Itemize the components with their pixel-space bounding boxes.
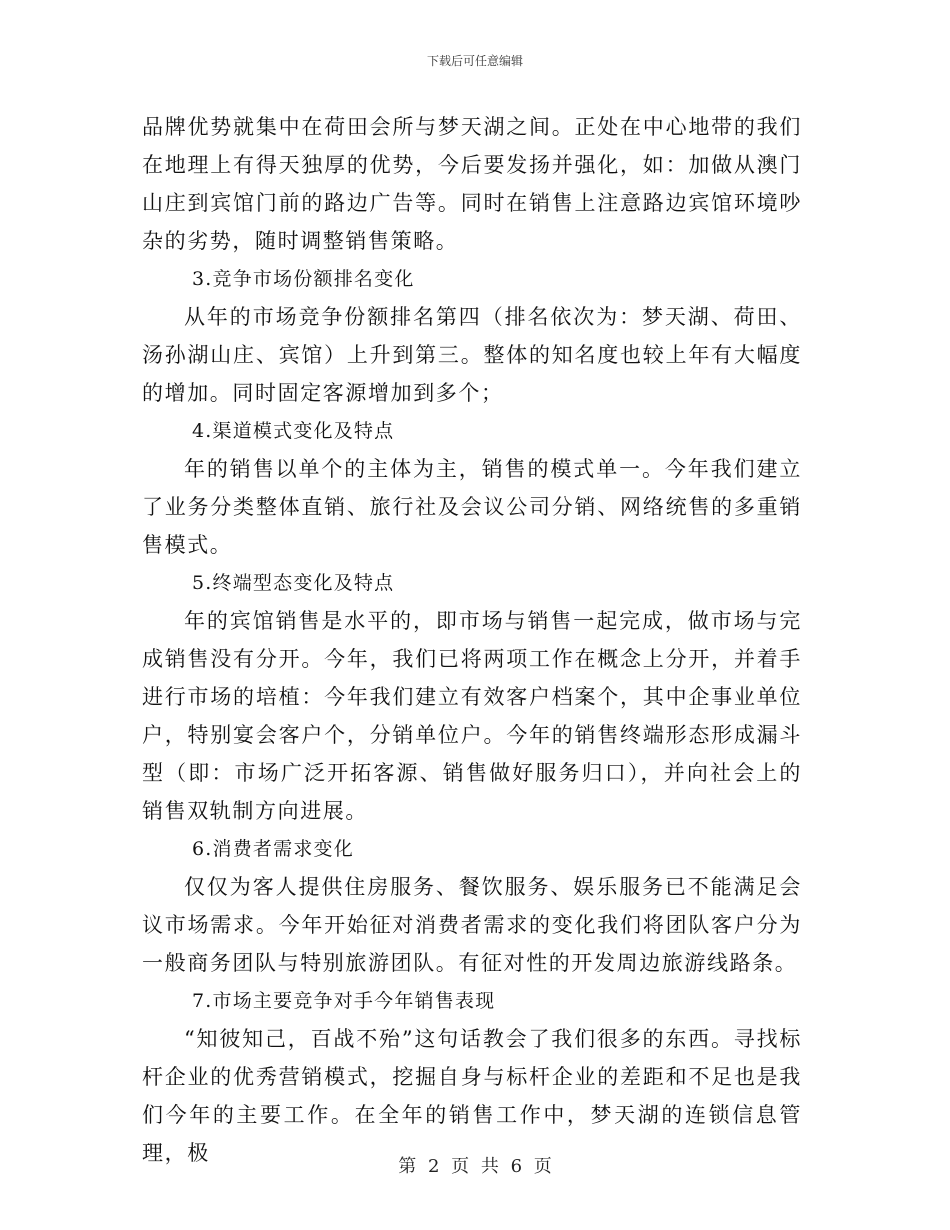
paragraph: 仅仅为客人提供住房服务、餐饮服务、娱乐服务已不能满足会议市场需求。今年开始征对消费者需求的变化我们将团队客户分为一般商务团队与特别旅游团队。有征对性的开发周边旅游线路条。	[142, 875, 802, 975]
paragraph: 品牌优势就集中在荷田会所与梦天湖之间。正处在中心地带的我们在地理上有得天独厚的优势，今后要发扬并强化，如：加做从澳门山庄到宾馆门前的路边广告等。同时在销售上注意路边宾馆环境吵杂的劣势，随时调整销售策略。	[142, 115, 802, 253]
paragraph: 年的销售以单个的主体为主，销售的模式单一。今年我们建立了业务分类整体直销、旅行社及会议公司分销、网络统售的多重销售模式。	[142, 457, 802, 557]
section-heading: 7.市场主要竞争对手今年销售表现	[192, 990, 496, 1012]
section-heading: 5.终端型态变化及特点	[192, 572, 395, 594]
paragraph: “知彼知己，百战不殆”这句话教会了我们很多的东西。寻找标杆企业的优秀营销模式，挖掘自身与标杆企业的差距和不足也是我们今年的主要工作。在全年的销售工作中，梦天湖的连锁信息管理，极	[142, 1027, 802, 1165]
paragraph: 年的宾馆销售是水平的，即市场与销售一起完成，做市场与完成销售没有分开。今年，我们已将两项工作在概念上分开，并着手进行市场的培植：今年我们建立有效客户档案个，其中企事业单位户，特别宴会客户个，分销单位户。今年的销售终端形态形成漏斗型（即：市场广泛开拓客源、销售做好服务归口），并向社会上的销售双轨制方向进展。	[142, 609, 802, 823]
section-heading: 3.竞争市场份额排名变化	[192, 268, 415, 290]
page-header-note: 下载后可任意编辑	[426, 54, 523, 68]
section-heading: 6.消费者需求变化	[192, 838, 354, 860]
page-number: 第 2 页 共 6 页	[398, 1156, 552, 1177]
document-body	[142, 108, 802, 1172]
paragraph: 从年的市场竞争份额排名第四（排名依次为：梦天湖、荷田、汤孙湖山庄、宾馆）上升到第三。整体的知名度也较上年有大幅度的增加。同时固定客源增加到多个；	[142, 305, 802, 405]
section-heading: 4.渠道模式变化及特点	[192, 420, 395, 442]
